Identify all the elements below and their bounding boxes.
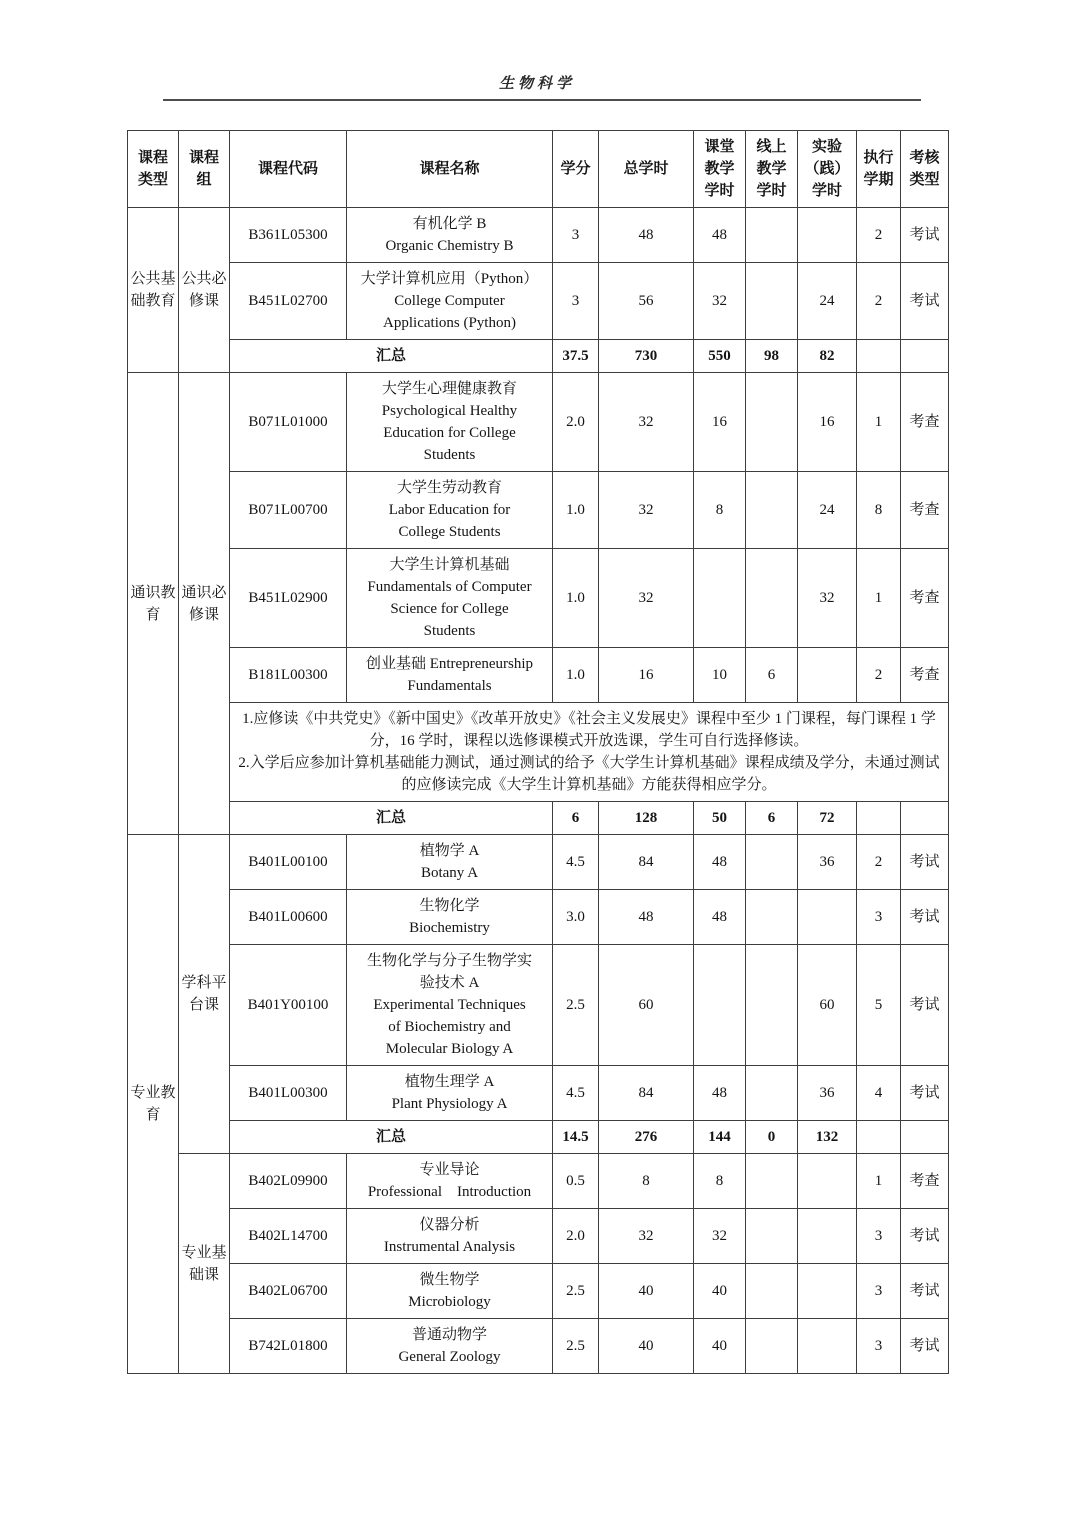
assessment-cell: 考试 <box>901 263 949 340</box>
semester-cell: 3 <box>857 1319 901 1374</box>
online-hours-cell <box>746 263 798 340</box>
credits-cell: 4.5 <box>553 1066 599 1121</box>
lab-hours-cell <box>798 648 857 703</box>
course-code-cell: B451L02900 <box>230 549 347 648</box>
summary-lab-hours-cell: 72 <box>798 802 857 835</box>
total-hours-cell: 16 <box>599 648 694 703</box>
course-type-cell: 通识教育 <box>128 373 179 835</box>
summary-semester-cell <box>857 1121 901 1154</box>
summary-classroom-hours-cell: 50 <box>694 802 746 835</box>
course-row <box>128 1154 949 1209</box>
semester-cell: 1 <box>857 373 901 472</box>
note-row <box>128 703 949 802</box>
course-name-cell: 植物学 A Botany A <box>347 835 553 890</box>
course-code-cell: B071L01000 <box>230 373 347 472</box>
note-cell <box>230 703 949 802</box>
course-name-cell: 大学生计算机基础 Fundamentals of Computer Science for College Students <box>347 549 553 648</box>
lab-hours-cell <box>798 1154 857 1209</box>
summary-online-hours-cell: 6 <box>746 802 798 835</box>
summary-label-cell: 汇总 <box>230 1121 553 1154</box>
semester-cell: 3 <box>857 1264 901 1319</box>
classroom-hours-cell: 48 <box>694 1066 746 1121</box>
course-row <box>128 1209 949 1264</box>
online-hours-cell <box>746 549 798 648</box>
online-hours-cell <box>746 208 798 263</box>
total-hours-cell: 40 <box>599 1319 694 1374</box>
course-row <box>128 1319 949 1374</box>
online-hours-cell: 6 <box>746 648 798 703</box>
online-hours-cell <box>746 890 798 945</box>
column-header-exec-semester: 执行 学期 <box>857 131 901 208</box>
course-name-cell: 大学计算机应用（Python） College Computer Applications (Python) <box>347 263 553 340</box>
summary-semester-cell <box>857 802 901 835</box>
course-code-cell: B402L06700 <box>230 1264 347 1319</box>
note-paragraph: 2.入学后应参加计算机基础能力测试，通过测试的给予《大学生计算机基础》课程成绩及学分，未通过测试的应修读完成《大学生计算机基础》方能获得相应学分。 <box>238 755 940 793</box>
summary-assessment-cell <box>901 1121 949 1154</box>
course-name-cell: 有机化学 B Organic Chemistry B <box>347 208 553 263</box>
assessment-cell: 考查 <box>901 648 949 703</box>
course-group-cell: 专业基础课 <box>179 1154 230 1374</box>
column-header-classroom-hours: 课堂 教学 学时 <box>694 131 746 208</box>
classroom-hours-cell: 48 <box>694 890 746 945</box>
summary-assessment-cell <box>901 340 949 373</box>
semester-cell: 8 <box>857 472 901 549</box>
column-header-course-name: 课程名称 <box>347 131 553 208</box>
summary-credits-cell: 6 <box>553 802 599 835</box>
online-hours-cell <box>746 835 798 890</box>
semester-cell: 5 <box>857 945 901 1066</box>
course-row <box>128 890 949 945</box>
semester-cell: 1 <box>857 549 901 648</box>
credits-cell: 2.0 <box>553 373 599 472</box>
column-header-lab-hours: 实验 （践） 学时 <box>798 131 857 208</box>
credits-cell: 2.5 <box>553 1264 599 1319</box>
credits-cell: 2.0 <box>553 1209 599 1264</box>
classroom-hours-cell: 48 <box>694 835 746 890</box>
summary-label-cell: 汇总 <box>230 802 553 835</box>
credits-cell: 2.5 <box>553 1319 599 1374</box>
summary-classroom-hours-cell: 144 <box>694 1121 746 1154</box>
course-row <box>128 1066 949 1121</box>
assessment-cell: 考查 <box>901 549 949 648</box>
total-hours-cell: 8 <box>599 1154 694 1209</box>
assessment-cell: 考试 <box>901 1264 949 1319</box>
total-hours-cell: 40 <box>599 1264 694 1319</box>
semester-cell: 3 <box>857 890 901 945</box>
lab-hours-cell <box>798 1209 857 1264</box>
credits-cell: 2.5 <box>553 945 599 1066</box>
total-hours-cell: 84 <box>599 835 694 890</box>
note-paragraph: 1.应修读《中共党史》《新中国史》《改革开放史》《社会主义发展史》课程中至少 1 门课程，每门课程 1 学分，16 学时，课程以选修课模式开放选课，学生可自行选择修读。 <box>242 711 936 749</box>
credits-cell: 1.0 <box>553 549 599 648</box>
course-name-cell: 植物生理学 A Plant Physiology A <box>347 1066 553 1121</box>
course-code-cell: B401L00300 <box>230 1066 347 1121</box>
classroom-hours-cell: 32 <box>694 1209 746 1264</box>
online-hours-cell <box>746 1264 798 1319</box>
lab-hours-cell: 24 <box>798 263 857 340</box>
title-divider <box>163 99 921 101</box>
assessment-cell: 考试 <box>901 208 949 263</box>
classroom-hours-cell <box>694 549 746 648</box>
credits-cell: 1.0 <box>553 472 599 549</box>
assessment-cell: 考试 <box>901 1319 949 1374</box>
summary-credits-cell: 37.5 <box>553 340 599 373</box>
classroom-hours-cell: 16 <box>694 373 746 472</box>
column-header-credits: 学分 <box>553 131 599 208</box>
assessment-cell: 考试 <box>901 1066 949 1121</box>
course-row <box>128 1264 949 1319</box>
semester-cell: 1 <box>857 1154 901 1209</box>
semester-cell: 2 <box>857 208 901 263</box>
semester-cell: 2 <box>857 648 901 703</box>
course-row <box>128 835 949 890</box>
total-hours-cell: 48 <box>599 208 694 263</box>
summary-row <box>128 340 949 373</box>
online-hours-cell <box>746 472 798 549</box>
lab-hours-cell: 36 <box>798 1066 857 1121</box>
summary-online-hours-cell: 0 <box>746 1121 798 1154</box>
credits-cell: 1.0 <box>553 648 599 703</box>
total-hours-cell: 32 <box>599 549 694 648</box>
column-header-assessment-type: 考核 类型 <box>901 131 949 208</box>
course-group-cell: 通识必修课 <box>179 373 230 835</box>
course-code-cell: B071L00700 <box>230 472 347 549</box>
semester-cell: 2 <box>857 263 901 340</box>
lab-hours-cell: 60 <box>798 945 857 1066</box>
course-type-cell: 专业教育 <box>128 835 179 1374</box>
table-header-row <box>128 131 949 208</box>
course-row <box>128 373 949 472</box>
online-hours-cell <box>746 1319 798 1374</box>
classroom-hours-cell <box>694 945 746 1066</box>
summary-classroom-hours-cell: 550 <box>694 340 746 373</box>
online-hours-cell <box>746 1154 798 1209</box>
course-code-cell: B742L01800 <box>230 1319 347 1374</box>
course-name-cell: 生物化学 Biochemistry <box>347 890 553 945</box>
course-row <box>128 648 949 703</box>
course-code-cell: B451L02700 <box>230 263 347 340</box>
course-type-cell: 公共基础教育 <box>128 208 179 373</box>
assessment-cell: 考试 <box>901 945 949 1066</box>
course-name-cell: 微生物学 Microbiology <box>347 1264 553 1319</box>
assessment-cell: 考试 <box>901 1209 949 1264</box>
summary-lab-hours-cell: 132 <box>798 1121 857 1154</box>
classroom-hours-cell: 40 <box>694 1319 746 1374</box>
lab-hours-cell <box>798 890 857 945</box>
summary-credits-cell: 14.5 <box>553 1121 599 1154</box>
classroom-hours-cell: 40 <box>694 1264 746 1319</box>
summary-total-hours-cell: 128 <box>599 802 694 835</box>
lab-hours-cell <box>798 1319 857 1374</box>
total-hours-cell: 84 <box>599 1066 694 1121</box>
column-header-total-hours: 总学时 <box>599 131 694 208</box>
total-hours-cell: 48 <box>599 890 694 945</box>
course-row <box>128 208 949 263</box>
classroom-hours-cell: 8 <box>694 472 746 549</box>
course-row <box>128 472 949 549</box>
credits-cell: 0.5 <box>553 1154 599 1209</box>
lab-hours-cell <box>798 1264 857 1319</box>
column-header-course-code: 课程代码 <box>230 131 347 208</box>
classroom-hours-cell: 32 <box>694 263 746 340</box>
classroom-hours-cell: 8 <box>694 1154 746 1209</box>
course-code-cell: B181L00300 <box>230 648 347 703</box>
column-header-course-group: 课程 组 <box>179 131 230 208</box>
summary-total-hours-cell: 276 <box>599 1121 694 1154</box>
course-row <box>128 945 949 1066</box>
credits-cell: 3 <box>553 263 599 340</box>
assessment-cell: 考试 <box>901 890 949 945</box>
course-name-cell: 专业导论 Professional Introduction <box>347 1154 553 1209</box>
course-row <box>128 263 949 340</box>
column-header-online-hours: 线上 教学 学时 <box>746 131 798 208</box>
classroom-hours-cell: 10 <box>694 648 746 703</box>
total-hours-cell: 32 <box>599 472 694 549</box>
summary-lab-hours-cell: 82 <box>798 340 857 373</box>
lab-hours-cell: 16 <box>798 373 857 472</box>
course-code-cell: B402L09900 <box>230 1154 347 1209</box>
summary-assessment-cell <box>901 802 949 835</box>
online-hours-cell <box>746 1066 798 1121</box>
course-table <box>127 130 949 1374</box>
semester-cell: 3 <box>857 1209 901 1264</box>
summary-total-hours-cell: 730 <box>599 340 694 373</box>
lab-hours-cell: 24 <box>798 472 857 549</box>
page-title: 生物科学 <box>498 76 575 92</box>
course-code-cell: B361L05300 <box>230 208 347 263</box>
online-hours-cell <box>746 945 798 1066</box>
summary-online-hours-cell: 98 <box>746 340 798 373</box>
course-name-cell: 生物化学与分子生物学实 验技术 A Experimental Techniques of Biochemistry and Molecular Biology A <box>347 945 553 1066</box>
assessment-cell: 考查 <box>901 373 949 472</box>
credits-cell: 3.0 <box>553 890 599 945</box>
summary-semester-cell <box>857 340 901 373</box>
course-code-cell: B401L00600 <box>230 890 347 945</box>
credits-cell: 4.5 <box>553 835 599 890</box>
assessment-cell: 考查 <box>901 1154 949 1209</box>
summary-row <box>128 802 949 835</box>
course-row <box>128 549 949 648</box>
course-code-cell: B402L14700 <box>230 1209 347 1264</box>
course-name-cell: 大学生心理健康教育 Psychological Healthy Education for College Students <box>347 373 553 472</box>
course-code-cell: B401L00100 <box>230 835 347 890</box>
assessment-cell: 考查 <box>901 472 949 549</box>
total-hours-cell: 60 <box>599 945 694 1066</box>
semester-cell: 4 <box>857 1066 901 1121</box>
semester-cell: 2 <box>857 835 901 890</box>
total-hours-cell: 32 <box>599 1209 694 1264</box>
course-name-cell: 创业基础 Entrepreneurship Fundamentals <box>347 648 553 703</box>
summary-label-cell: 汇总 <box>230 340 553 373</box>
summary-row <box>128 1121 949 1154</box>
column-header-course-type: 课程 类型 <box>128 131 179 208</box>
course-code-cell: B401Y00100 <box>230 945 347 1066</box>
lab-hours-cell <box>798 208 857 263</box>
online-hours-cell <box>746 373 798 472</box>
total-hours-cell: 32 <box>599 373 694 472</box>
classroom-hours-cell: 48 <box>694 208 746 263</box>
course-group-cell: 公共必修课 <box>179 208 230 373</box>
course-name-cell: 大学生劳动教育 Labor Education for College Students <box>347 472 553 549</box>
assessment-cell: 考试 <box>901 835 949 890</box>
total-hours-cell: 56 <box>599 263 694 340</box>
credits-cell: 3 <box>553 208 599 263</box>
course-group-cell: 学科平台课 <box>179 835 230 1154</box>
lab-hours-cell: 32 <box>798 549 857 648</box>
lab-hours-cell: 36 <box>798 835 857 890</box>
course-name-cell: 普通动物学 General Zoology <box>347 1319 553 1374</box>
course-name-cell: 仪器分析 Instrumental Analysis <box>347 1209 553 1264</box>
online-hours-cell <box>746 1209 798 1264</box>
